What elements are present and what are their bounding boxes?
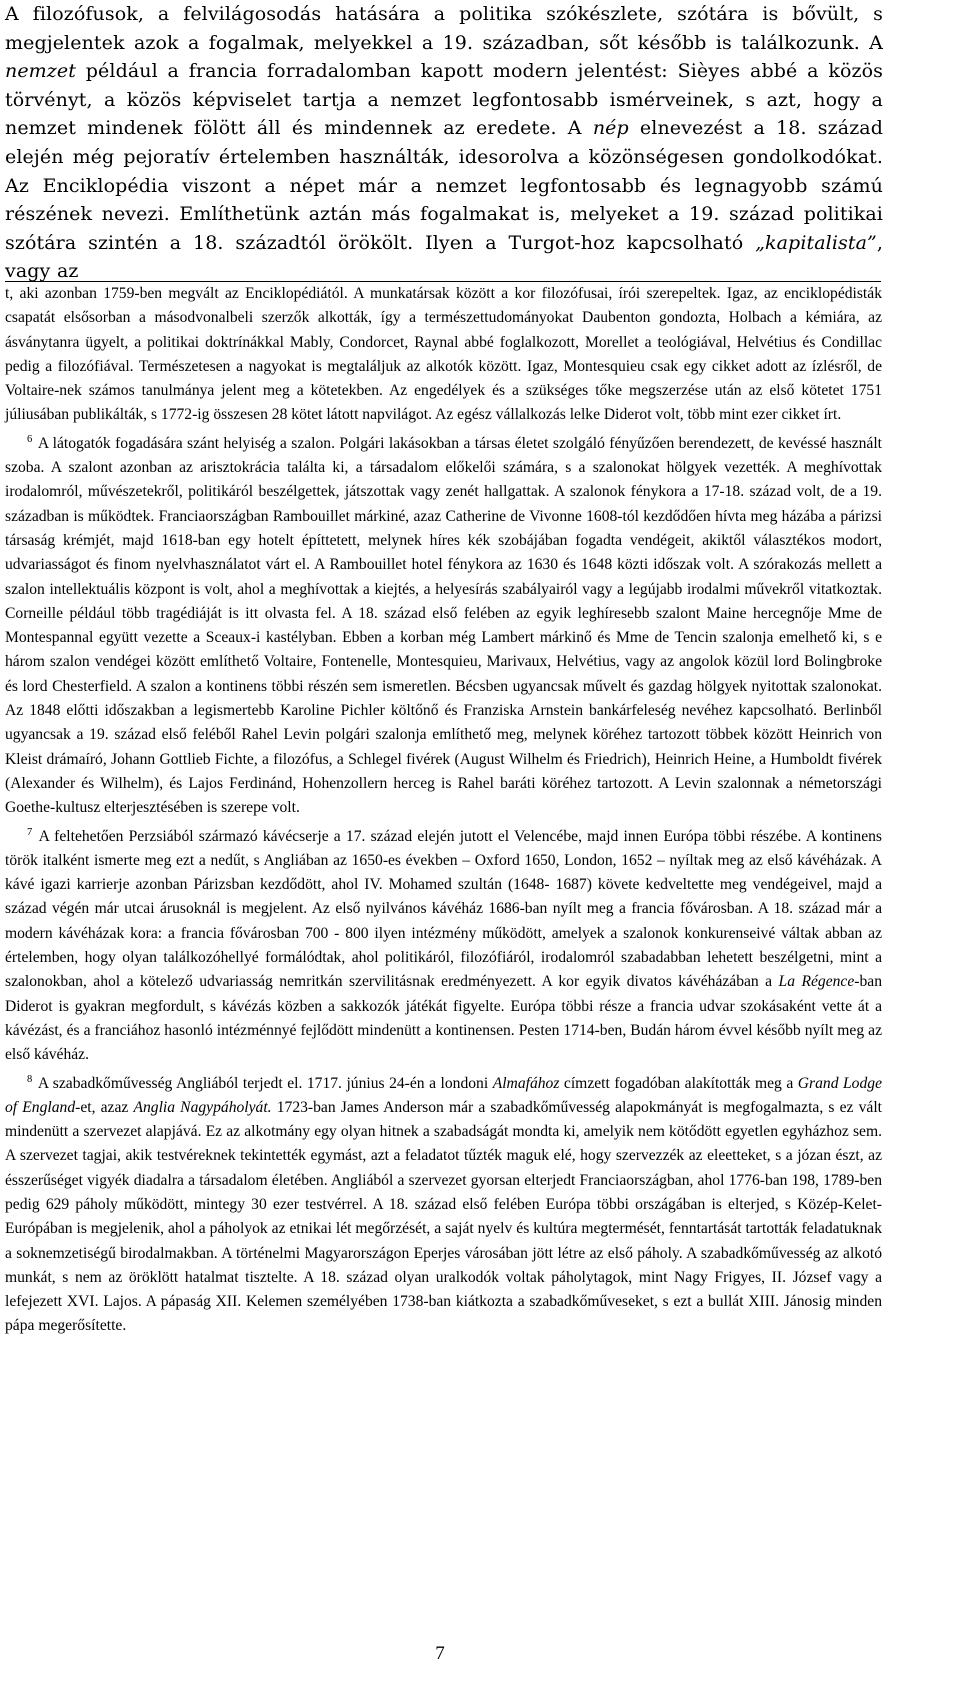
body-paragraph: [5, 0, 883, 286]
body-text-1: A filozófusok, a felvilágosodás hatására a politika szókészlete, szótára is bővült, s megjelentek azok a fogalmak, melyekkel a 19. században, sőt később is találkozunk. A: [5, 3, 883, 54]
footnote-8-text-a: A szabadkőművesség Angliából terjedt el. 1717. június 24-én a londoni: [34, 1074, 493, 1092]
footnote-8-text-d: 1723-ban James Anderson már a szabadkőművesség alapokmányát is megfogalmazta, s ez vált mindenütt a szervezet alapjává. Ez az alkotmány egy olyan hitnek a szabadságát mondta ki, amelyik nem kötődött egyetlen egyházhoz sem. A szervezet tagjai, akik testvéreknek tekintették egymást, azt a feladatot tűzték maguk elé, hogy szervezzék az eleetteket, s a józan észt, az ésszerűséget vigyék diadalra a társadalom életében. Angliából a szervezet gyorsan elterjedt Franciaországban, ahol 1776-ban 198, 1789-ben pedig 629 páholy működött, mintegy 30 ezer testvérrel. A 18. század első felében Európa többi országában is elterjed, s Közép-Kelet-Európában is megjelenik, ahol a páholyok az etnikai lét megőrzését, a saját nyelv és kultúra megtermését, fenntartását tartották feladatuknak a soknemzetiségű birodalmakban. A történelmi Magyarországon Eperjes városában jött létre az első páholy. A szabadkőművesség az alkotó munkát, s nem az öröklött hatalmat tisztelte. A 18. század olyan uralkodók voltak páholytagok, mint Nagy Frigyes, II. József vagy a lefejezett XVI. Lajos. A pápaság XII. Kelemen személyében 1738-ban kiátkozta a szabadkőműveseket, s ezt a bullát XIII. Jánosig minden pápa megerősítette.: [5, 1098, 882, 1335]
term-nemzet: nemzet: [5, 60, 76, 83]
footnote-8-text-c: -et, azaz: [75, 1098, 134, 1116]
footnote-8-grand-lodge: Grand Lodge of England: [5, 1074, 882, 1116]
footnote-6: [5, 428, 882, 821]
footnote-8-anglia: Anglia Nagypáholyát.: [133, 1098, 272, 1116]
footnote-7-text-b: -ban Diderot is gyakran megfordult, s kávézás közben a sakkozók játékát figyelte. Európa többi része a francia udvar szokásaként vette át a kávézást, és a franciához hasonló intézménnyé fejlődött mindenütt a kontinensen. Pesten 1714-ben, Budán három évvel később nyílt meg az első kávéház.: [5, 973, 882, 1064]
body-text-4: , vagy az: [5, 231, 883, 283]
footnote-7-regence: La Régence: [778, 973, 855, 991]
footnote-continued: t, aki azonban 1759-ben megvált az Enciklopédiától. A munkatársak között a kor filozófusai, írói szerepeltek. Igaz, az enciklopédisták csapatát elsősorban a másodvonalbeli szerzők alkották, így a természettudományokat Daubenton gondozta, Holbach a kémiára, az ásványtanra ügyelt, a politikai doktrínákkal Mably, Condorcet, Raynal abbé foglalkozott, Morellet a teológiával, Helvétius és Condillac pedig a filozófiával. Természetesen a nagyokat is megtaláljuk az alkotók között. Igaz, Montesquieu csak egy cikket adott az ízlésről, de Voltaire-nek számos tanulmánya jelent meg a kötetekben. Az engedélyek és a szükséges tőke megszerzése után az első kötetet 1751 júliusában publikálták, s 1772-ig összesen 28 kötet látott napvilágot. Az egész vállalkozás lelke Diderot volt, több mint ezer cikket írt.: [5, 285, 882, 424]
footnote-6-mark: 6: [27, 433, 33, 445]
term-kapitalista: „kapitalista”: [755, 231, 877, 254]
body-text-3: elnevezést a 18. század elején még pejoratív értelemben használták, idesorolva a közönségesen gondolkodókat. Az Enciklopédia viszont a népet már a nemzet legfontosabb és legnagyobb számú részének nevezi. Említhetünk aztán más fogalmakat is, melyeket a 19. század politikai szótára szintén a 18. századtól örökölt. Ilyen a Turgot-hoz kapcsolható: [5, 117, 883, 254]
term-nep: nép: [592, 117, 629, 140]
footnote-7-text-a: A feltehetően Perzsiából származó kávécserje a 17. század elején jutott el Velencébe, majd innen Európa többi részébe. A kontinens török italként ismerte meg ezt a nedűt, s Angliában az 1650-es években – Oxford 1650, London, 1652 – nyíltak meg az első kávéházak. A kávé igazi karrierje azonban Párizsban kezdődött, ahol IV. Mohamed szultán (1648- 1687) követe kedveltette meg vendégeivel, majd a század végén már utcai árusoknál is megjelent. Az első nyilvános kávéház 1686-ban nyílt meg a francia fővárosban. A 18. század már a modern kávéházak kora: a francia fővárosban 700 - 800 ilyen intézmény működött, amelyek a szalonok konkurenseivé váltak abban az értelemben, hogy olyan találkozóhellyé formálódtak, ahol politikáról, filozófiáról, irodalomról szabadabban lehetett beszélgetni, mint a szalonokban, ahol a kötelező udvariasság nemritkán szervilitásnak eredményezett. A kor egyik divatos kávéházában a: [5, 827, 882, 991]
footnotes: [5, 282, 882, 1339]
body-text-2: például a francia forradalomban kapott modern jelentést: Sièyes abbé a közös törvényt, a közös képviselet tartja a nemzet legfontosabb ismérveinek, s azt, hogy a nemzet mindenek fölött áll és mindennek az eredete. A: [5, 60, 883, 140]
footnote-8-mark: 8: [27, 1073, 33, 1085]
page-number: 7: [435, 1643, 445, 1664]
footnote-8: [5, 1068, 882, 1339]
footnote-7-mark: 7: [27, 826, 33, 838]
footnote-7: [5, 821, 882, 1068]
footnote-6-text: A látogatók fogadására szánt helyiség a szalon. Polgári lakásokban a társas életet szolgáló fényűzően berendezett, de kevéssé használt szoba. A szalont azonban az arisztokrácia találta ki, a társadalom előkelői számára, s a szalonokat hölgyek vezették. A meghívottak irodalomról, művészetekről, politikáról beszélgettek, játszottak vagy zenét hallgattak. A szalonok fénykora a 17-18. század volt, de a 19. században is működtek. Franciaországban Rambouillet márkiné, azaz Catherine de Vivonne 1608-tól kezdődően hívta meg házába a párizsi társaság krémjét, majd 1618-ban egy hotelt építtetett, melynek híres kék szobájában fogadta vendégeit, akiktől választékos modort, udvariasságot és finom nyelvhasználatot várt el. A Rambouillet hotel fénykora az 1630 és 1648 közti időszak volt. A szórakozás mellett a szalon intellektuális központ is volt, ahol a meghívottak a kiejtés, a helyesírás szabályairól vagy a legújabb irodalmi művekről vitatkoztak. Corneille például több tragédiáját is itt olvasta fel. A 18. század első felében az egyik leghíresebb szalont Maine hercegnője Mme de Montespannal együtt vezette a Sceaux-i kastélyban. Ebben a korban még Lambert márkinő és Mme de Tencin szalonja emelhető ki, s e három szalon vendégei között említhető Voltaire, Fontenelle, Montesquieu, Marivaux, Helvétius, vagy az angolok közül lord Bolingbroke és lord Chesterfield. A szalon a kontinens többi részén sem ismeretlen. Bécsben ugyancsak művelt és gazdag hölgyek nyitottak szalonokat. Az 1848 előtti időszakban a legismertebb Karoline Pichler költőnő és Franziska Arnstein bankárfeleség nevéhez kapcsolható. Berlinből ugyancsak a 19. század első feléből Rahel Levin polgári szalonja említhető meg, melynek köréhez tartozott többek között Heinrich von Kleist drámaíró, Johann Gottlieb Fichte, a filozófus, a Schlegel fivérek (August Wilhelm és Friedrich), Heinrich Heine, a Humboldt fivérek (Alexander és Wilhelm), és Lajos Ferdinánd, Hohenzollern herceg is Rahel baráti köréhez tartozott. A Levin szalonnak a németországi Goethe-kultusz elterjesztésében is szerepe volt.: [5, 434, 882, 817]
footnote-8-almafahoz: Almafához: [492, 1074, 560, 1092]
footnote-8-text-b: címzett fogadóban alakították meg a: [559, 1074, 798, 1092]
